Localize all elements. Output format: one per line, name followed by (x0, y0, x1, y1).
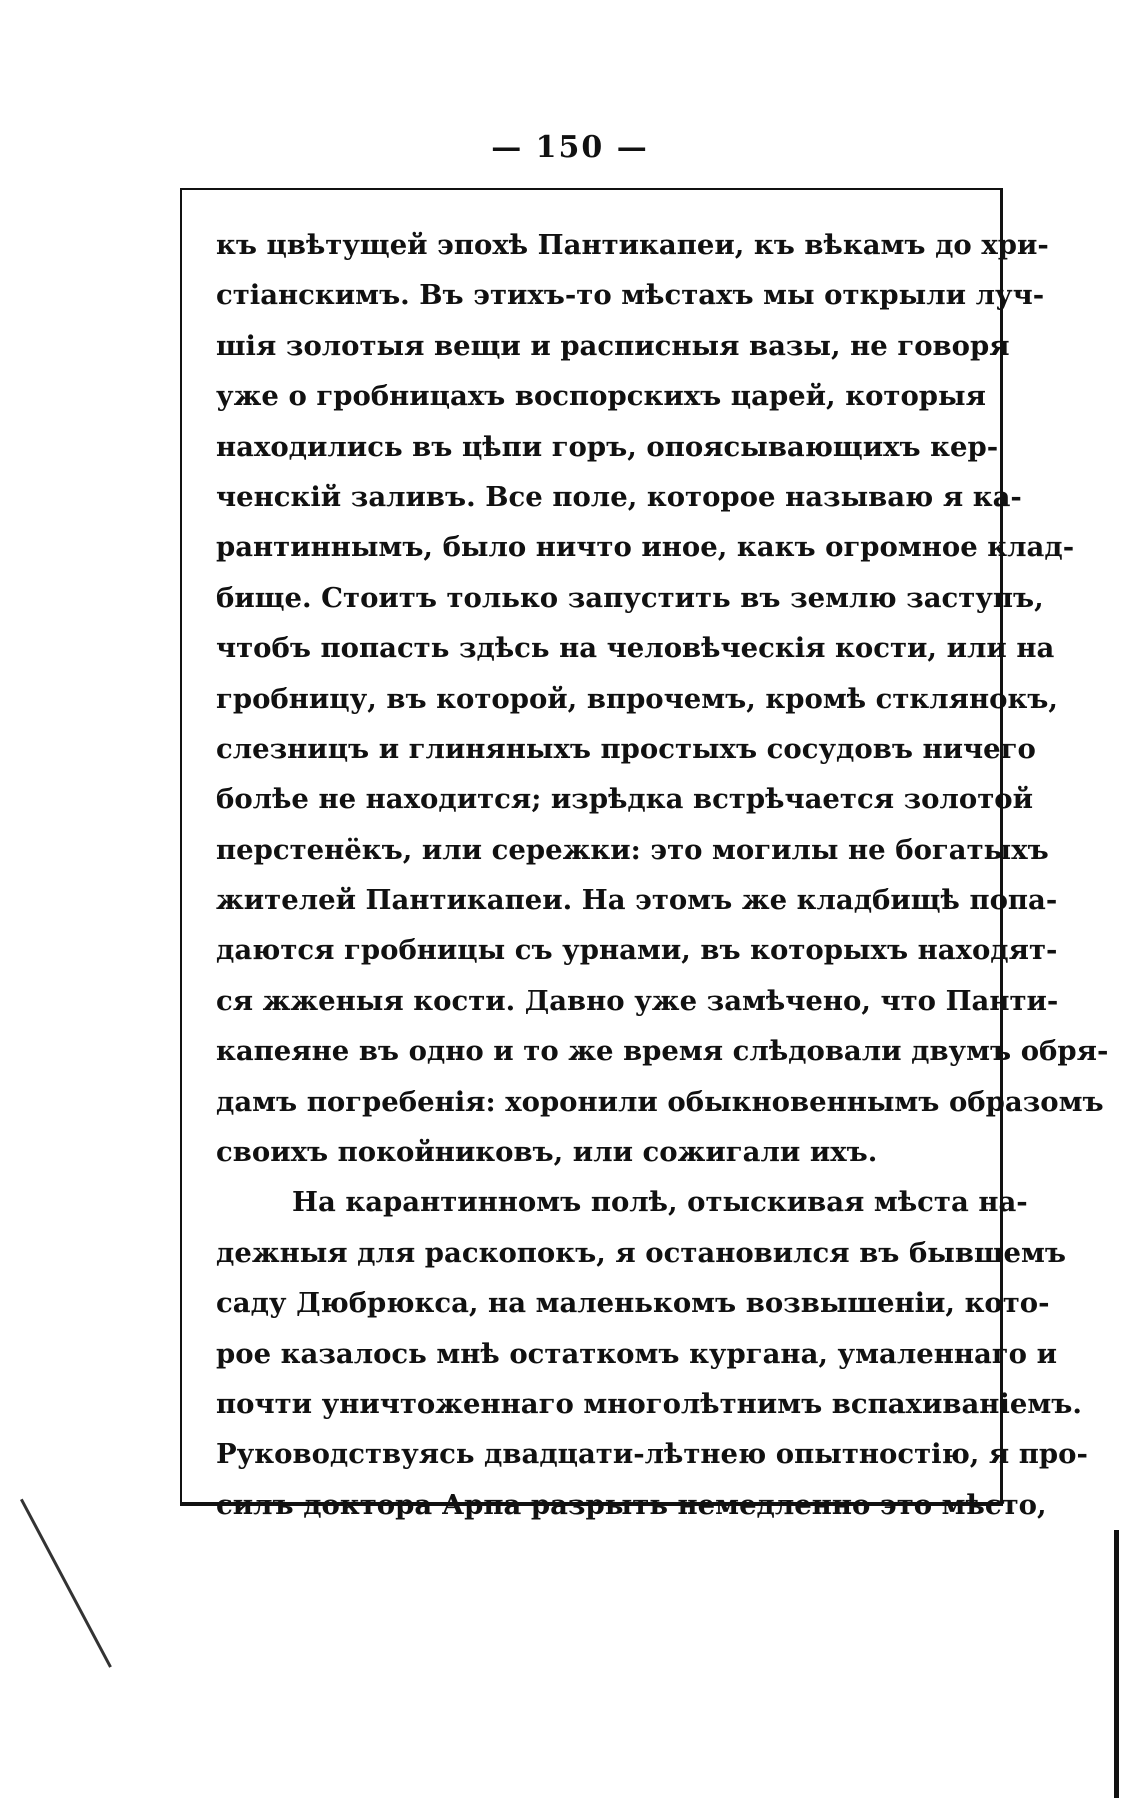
text-line: рое казалось мнѣ остаткомъ кургана, умаленнаго и (216, 1337, 1057, 1370)
text-line: стіанскимъ. Въ этихъ-то мѣстахъ мы открыли луч- (216, 279, 1045, 312)
text-line: ся жженыя кости. Давно уже замѣчено, что Панти- (216, 984, 1059, 1017)
text-line: находились въ цѣпи горъ, опоясывающихъ кер- (216, 430, 999, 463)
page-number: — 150 — (491, 130, 649, 165)
text-line: чтобъ попасть здѣсь на человѣческія кости, или на (216, 632, 1055, 665)
text-line: Руководствуясь двадцати-лѣтнею опытностію, я про- (216, 1438, 1088, 1471)
text-line: перстенёкъ, или сережки: это могилы не богатыхъ (216, 833, 1049, 866)
text-line: саду Дюбрюкса, на маленькомъ возвышеніи, кото- (216, 1287, 1050, 1320)
text-line: силъ доктора Арпа разрыть немедленно это мѣсто, (216, 1488, 1047, 1521)
text-line: болѣе не находится; изрѣдка встрѣчается золотой (216, 783, 1033, 816)
text-line: уже о гробницахъ воспорскихъ царей, которыя (216, 380, 986, 413)
scan-edge-line (1114, 1530, 1119, 1798)
text-line-paragraph-start: На карантинномъ полѣ, отыскивая мѣста на- (292, 1186, 1028, 1219)
text-line: капеяне въ одно и то же время слѣдовали двумъ обря- (216, 1035, 1109, 1068)
text-line: почти уничтоженнаго многолѣтнимъ вспахиваніемъ. (216, 1387, 1082, 1420)
text-line: рантиннымъ, было ничто иное, какъ огромное клад- (216, 531, 1075, 564)
body-text (216, 220, 1109, 1530)
text-line: дежныя для раскопокъ, я остановился въ бывшемъ (216, 1236, 1067, 1269)
text-line: жителей Пантикапеи. На этомъ же кладбищѣ попа- (216, 884, 1058, 917)
text-line: къ цвѣтущей эпохѣ Пантикапеи, къ вѣкамъ до хри- (216, 229, 1049, 261)
text-line: ченскій заливъ. Все поле, которое называю я ка- (216, 480, 1022, 513)
text-line: шія золотыя вещи и расписныя вазы, не говоря (216, 329, 1010, 362)
text-line: слезницъ и глиняныхъ простыхъ сосудовъ ничего (216, 732, 1036, 765)
text-line: даются гробницы съ урнами, въ которыхъ находят- (216, 934, 1058, 967)
text-line: бище. Стоитъ только запустить въ землю заступъ, (216, 581, 1044, 614)
text-line: дамъ погребенія: хоронили обыкновеннымъ образомъ (216, 1085, 1104, 1118)
scan-stray-mark (20, 1499, 112, 1668)
text-line: гробницу, въ которой, впрочемъ, кромѣ стклянокъ, (216, 682, 1058, 715)
text-line-paragraph-end: своихъ покойниковъ, или сожигали ихъ. (216, 1136, 878, 1169)
